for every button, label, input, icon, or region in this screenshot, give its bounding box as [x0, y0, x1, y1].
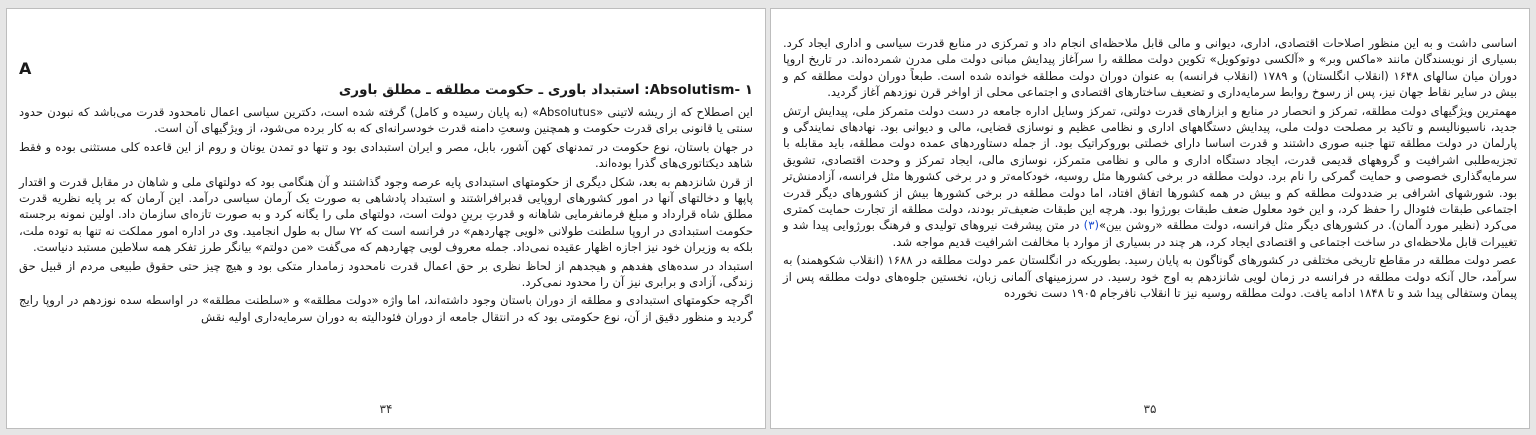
paragraph [783, 103, 1517, 251]
entry-heading: ۱ -Absolutism: استبداد باوری ـ حکومت مطلقه ـ مطلق باوری [338, 82, 753, 98]
paragraph: استبداد در سده‌های هفدهم و هیجدهم از لحاظ نظری بر حق اعمال قدرت نامحدود زمامدار متکی بود و هیچ چیز حتی حقوق طبیعی مردم از قبیل حق زندگی، آزادی و برابری نیز آن را محدود نمی‌کرد. [19, 258, 753, 290]
right-page [770, 8, 1530, 429]
paragraph-text: در متن پیشرفت نیروهای تولیدی و فرهنگ بورژوایی پیدا شد و تغییرات قابل ملاحظه‌ای در ساخت اجتماعی و اقتصادی ایجاد کرد، هر چند در بسیاری از موارد با مخالفت اشرافیت قدیم مواجه شد. [783, 218, 1517, 249]
paragraph: این اصطلاح که از ریشه لاتینی «Absolutus» (به پایان رسیده و کامل) گرفته شده است، دکترین سیاسی اعمال نامحدود قدرت می‌باشد که نبودن حدود سنتی یا قانونی برای قدرت حکومت و همچنین وسعتِ دامنه قدرت خودسرانه‌ای که به کار برده می‌شود، از ویژگیهای آن است. [19, 105, 753, 136]
paragraph: اساسی داشت و به این منظور اصلاحات اقتصادی، اداری، دیوانی و مالی قابل ملاحظه‌ای انجام داد و تمرکزی در منابع قدرت سیاسی و اداری ایجاد کرد. بسیاری از نویسندگان مانند «ماکس وبر» و «آلکسی دوتوکویل» تکوین دولت مطلقه را سرآغاز پیدایش مبانی دولت ملی مدرن شمرده‌اند. در تاریخ اروپا دوران میان سالهای ۱۶۴۸ (انقلاب انگلستان) و ۱۷۸۹ (انقلاب فرانسه) به عنوان دوران دولت مطلقه خوانده شده است. طبعاً دوران دولت مطلقه کم و بیش در سایر نقاط جهان نیز، پس از رسوخ روابط سرمایه‌داری و تضعیف ساختارهای اقتصادی و اجتماعی محلی از اواخر قرن نوزدهم آغاز گردید. [783, 36, 1518, 100]
page-number: ۳۵ [1143, 402, 1157, 416]
paragraph: از قرن شانزدهم به بعد، شکل دیگری از حکومتهای استبدادی پایه عرصه وجود گذاشتند و آن هنگامی بود که دولتهای ملی و شاهان در مقابل قدرت و اقتدار پاپها و دخالتهای آنها در امور کشورهای اروپایی قدبرافراشتند و استبداد پادشاهی به صورت یک آرمان سیاسی درآمد. این آرمان که بر پایه نظریه قدرت مطلق شاه قرارداد و مبلغ فرمانفرمایی شاهانه و قدرتِ برینِ دولت است، دولتهای ملی را یگانه کرد و به صورت تازه‌ای سازمان داد. اولین نمونه برجسته حکومت استبدادی در اروپا سلطنت طولانی «لویی چهاردهم» در فرانسه است که ۷۲ سال به طول انجامید. وی در اداره امور مملکت نه تنها به توده ملت، بلکه به وزیران خود نیز اجازه اظهار عقیده نمی‌داد. جمله معروف لویی چهاردهم که می‌گفت «من دولتم» بیانگر طرز تفکر همه سلاطین مستبد دنیاست. [19, 174, 754, 255]
left-page [6, 8, 766, 429]
paragraph-text: مهمترین ویژگیهای دولت مطلقه، تمرکز و انحصار در منابع و ابزارهای قدرت دولتی، تمرکز وسایل اداره جامعه در دست دولت متمرکز ملی، پیدایش ارتش جدید، ناسیونالیسم و تاکید بر مصلحت دولت ملی، پیدایش دستگاههای اداری و نظامی عظیم و نوسازی قضایی، مالی و دیوانی بود. نهادهای نمایندگی و پارلمان در دولت مطلقه تنها جنبه صوری داشتند و قدرت اساسا دارای خصلتی بوروکراتیک بود. از جمله دستاوردهای عمده دولت مطلقه، باید مقابله با تجزیه‌طلبی اشرافیت و گروههای قدیمی قدرت، ایجاد دستگاه اداری و مالی و نظامی متمرکز، نوسازی مالی، ایجاد تمرکز و وحدت اقتصادی، تشویق سرمایه‌گذاری خصوصی و حمایت گمرکی را نام برد. دولت مطلقه در برخی کشورها مثل روسیه، خودکامه‌تر و در برخی کشورها مثل فرانسه، آزادمنش‌تر بود. شورشهای اشرافی بر ضددولت مطلقه کم و بیش در همه کشورها اتفاق افتاد، اما دولت مطلقه در برخی کشورها بیش از کشورهای دیگر قدرت اجتماعی طبقات فئودال را حفظ کرد، و این خود معلول ضعف طبقات بورژوا بود. هرچه این طبقات ضعیف‌تر بودند، دولت مطلقه از تجارت حمایت کمتری می‌کرد (نظیر مورد آلمان). در کشورهای دیگر مثل فرانسه، دولت مطلقه «روشن بین» [783, 103, 1517, 233]
paragraph: در جهان باستان، نوع حکومت در تمدنهای کهن آشور، بابل، مصر و ایران استبدادی بود و تنها دو تمدن یونان و روم از این قاعده کلی مستثنی بوده و فقط شاهد دیکتاتوری‌های گذرا بوده‌اند. [19, 139, 753, 171]
footnote-reference[interactable]: (۳) [1083, 218, 1099, 233]
left-page-content [19, 59, 753, 327]
paragraph: اگرچه حکومتهای استبدادی و مطلقه از دوران باستان وجود داشته‌اند، اما واژه «دولت مطلقه» و «سلطنت مطلقه» در اواسطه سده نوزدهم در اروپا رایج گردید و منظور دقیق از آن، نوع حکومتی بود که در انتقال جامعه از دوران فئودالیته به دوران سرمایه‌داری اولیه نقش [19, 293, 753, 324]
paragraph: عصر دولت مطلقه در مقاطع تاریخی مختلفی در کشورهای گوناگون به پایان رسید. بطوریکه در انگلستان عمر دولت مطلقه در ۱۶۸۸ (انقلاب شکوهمند) به سرآمد، حال آنکه دولت مطلقه در فرانسه در زمان لویی شانزدهم به اوج خود رسید. در سرزمینهای آلمانی زبان، نخستین جلوه‌های دولت مطلقه پس از پیمان وستفالی پیدا شد و تا ۱۸۴۸ ادامه یافت. دولت مطلقه روسیه نیز تا انقلاب نافرجام ۱۹۰۵ دست نخورده [783, 253, 1517, 301]
section-letter: A [19, 59, 32, 78]
page-number: ۳۴ [379, 402, 393, 416]
right-page-content [783, 35, 1517, 304]
